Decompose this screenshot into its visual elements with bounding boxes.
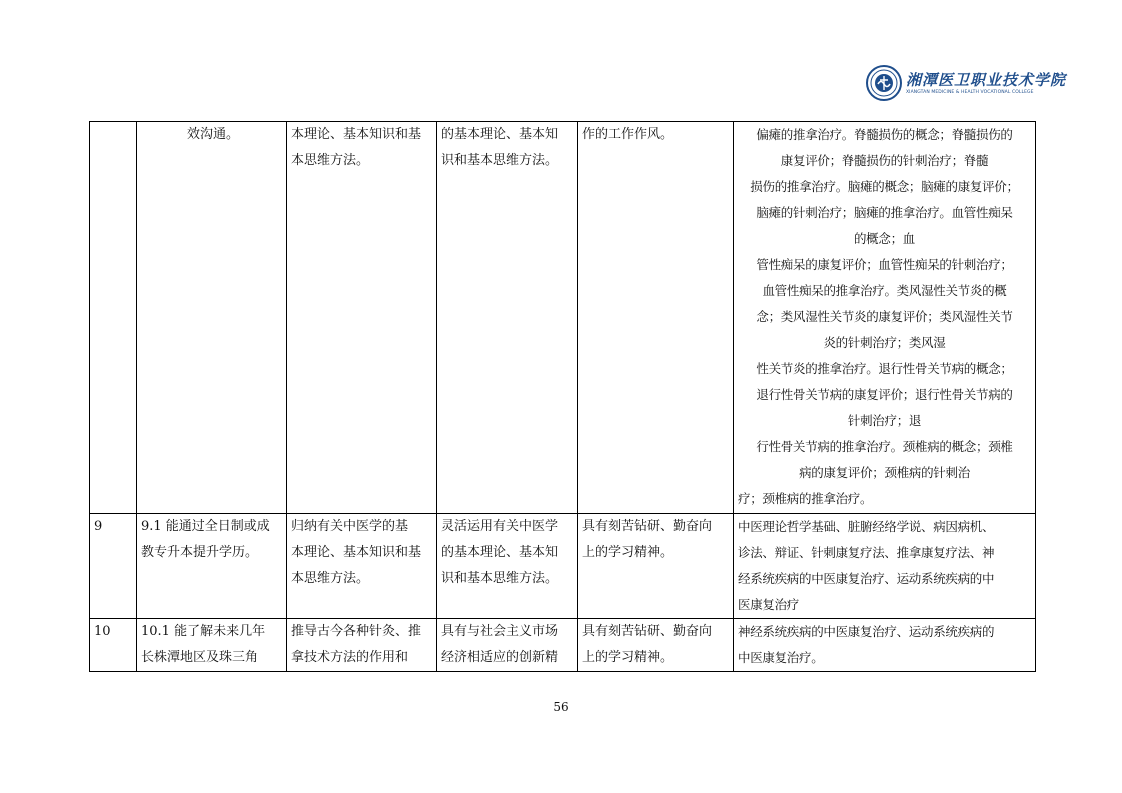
table-row [90, 122, 1036, 514]
cell-line: 疗；颈椎病的推拿治疗。 [738, 491, 873, 506]
table-cell [287, 122, 437, 514]
cell-line: 脑瘫的针刺治疗；脑瘫的推拿治疗。血管性痴呆 [756, 205, 1013, 220]
cell-line: 效沟通。 [187, 127, 240, 142]
cell-line: 本思维方法。 [291, 153, 370, 168]
cell-line: 识和基本思维方法。 [441, 571, 559, 586]
cell-line: 归纳有关中医学的基 [291, 519, 409, 534]
cell-line: 偏瘫的推拿治疗。脊髓损伤的概念；脊髓损伤的 [756, 127, 1013, 142]
cell-line: 炎的针刺治疗；类风湿 [823, 335, 946, 350]
table-cell [734, 619, 1036, 672]
cell-line: 病的康复评价；颈椎病的针刺治 [799, 465, 970, 480]
table-cell [734, 514, 1036, 619]
cell-line: 的基本理论、基本知 [441, 545, 559, 560]
cell-line: 具有刻苦钻研、勤奋向 [582, 624, 713, 639]
college-emblem-icon [866, 65, 902, 101]
row-number: 9 [94, 519, 103, 534]
cell-line: 医康复治疗 [738, 597, 800, 612]
row-number-cell [90, 122, 137, 514]
cell-line: 具有与社会主义市场 [441, 624, 559, 639]
cell-line: 经系统疾病的中医康复治疗、运动系统疾病的中 [738, 571, 995, 586]
cell-line: 具有刻苦钻研、勤奋向 [582, 519, 713, 534]
cell-line: 诊法、辩证、针刺康复疗法、推拿康复疗法、神 [738, 545, 995, 560]
cell-line: 拿技术方法的作用和 [291, 650, 409, 665]
cell-line: 中医康复治疗。 [738, 650, 824, 665]
college-name-cn: 湘潭医卫职业技术学院 [906, 71, 1067, 89]
table-cell [437, 619, 578, 672]
row-number: 10 [94, 624, 111, 639]
table-cell [287, 619, 437, 672]
cell-line: 损伤的推拿治疗。脑瘫的概念；脑瘫的康复评价； [750, 179, 1019, 194]
table-row [90, 514, 1036, 619]
cell-line: 中医理论哲学基础、脏腑经络学说、病因病机、 [738, 519, 995, 534]
cell-line: 行性骨关节病的推拿治疗。颈椎病的概念；颈椎 [756, 439, 1013, 454]
cell-line: 针刺治疗；退 [847, 413, 922, 428]
cell-line: 退行性骨关节病的康复评价；退行性骨关节病的 [756, 387, 1013, 402]
table-cell [734, 122, 1036, 514]
cell-line: 10.1 能了解未来几年 [141, 624, 266, 639]
cell-line: 康复评价；脊髓损伤的针刺治疗；脊髓 [780, 153, 989, 168]
cell-line: 血管性痴呆的推拿治疗。类风湿性关节炎的概 [762, 283, 1007, 298]
cell-line: 本思维方法。 [291, 571, 370, 586]
cell-line: 作的工作作风。 [582, 127, 674, 142]
table-cell [137, 122, 287, 514]
cell-line: 灵活运用有关中医学 [441, 519, 559, 534]
table-cell [578, 619, 734, 672]
college-name-en: XIANGTAN MEDICINE & HEALTH VOCATIONAL COLLEGE [906, 90, 1034, 95]
cell-line: 本理论、基本知识和基 [291, 545, 422, 560]
cell-line: 教专升本提升学历。 [141, 545, 259, 560]
cell-line: 上的学习精神。 [582, 650, 674, 665]
cell-line: 的概念；血 [853, 231, 915, 246]
cell-line: 念；类风湿性关节炎的康复评价；类风湿性关节 [756, 309, 1013, 324]
row-number-cell [90, 514, 137, 619]
curriculum-table [89, 121, 1036, 672]
cell-line: 9.1 能通过全日制或成 [141, 519, 270, 534]
table-cell [137, 514, 287, 619]
cell-line: 识和基本思维方法。 [441, 153, 559, 168]
table-cell [437, 122, 578, 514]
cell-line: 管性痴呆的康复评价；血管性痴呆的针刺治疗； [756, 257, 1013, 272]
cell-line: 性关节炎的推拿治疗。退行性骨关节病的概念； [756, 361, 1013, 376]
table-cell [287, 514, 437, 619]
row-number-cell [90, 619, 137, 672]
page-number: 56 [553, 700, 569, 714]
table-cell [578, 514, 734, 619]
table-cell [137, 619, 287, 672]
cell-line: 推导古今各种针灸、推 [291, 624, 422, 639]
table-cell [437, 514, 578, 619]
table-row [90, 619, 1036, 672]
cell-line: 长株潭地区及珠三角 [141, 650, 259, 665]
cell-line: 的基本理论、基本知 [441, 127, 559, 142]
cell-line: 上的学习精神。 [582, 545, 674, 560]
college-logo [866, 65, 1067, 105]
cell-line: 神经系统疾病的中医康复治疗、运动系统疾病的 [738, 624, 995, 639]
table-cell [578, 122, 734, 514]
cell-line: 本理论、基本知识和基 [291, 127, 422, 142]
cell-line: 经济相适应的创新精 [441, 650, 559, 665]
